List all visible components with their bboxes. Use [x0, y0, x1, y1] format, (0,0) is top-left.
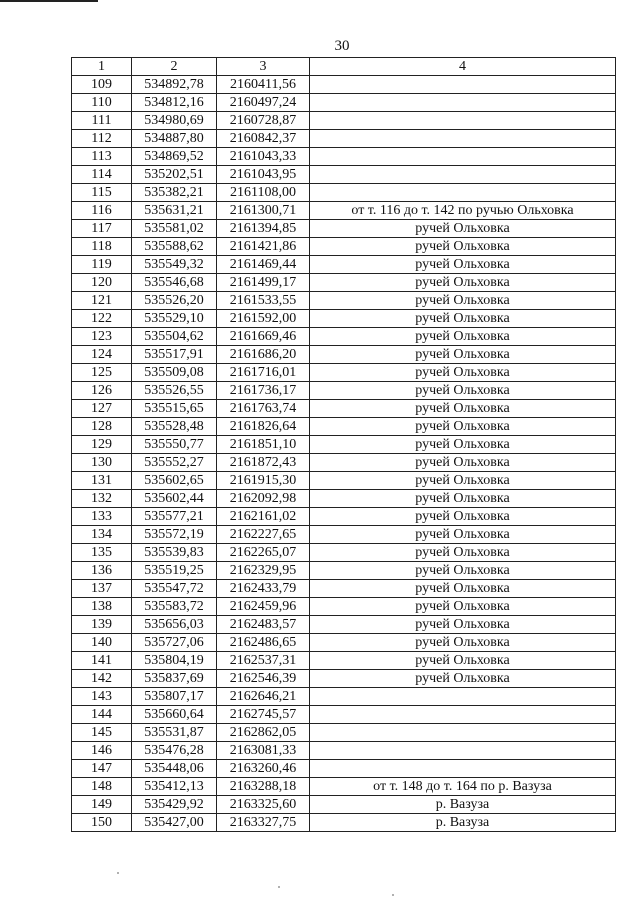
point-number-cell: 130 [72, 454, 132, 472]
table-row [72, 436, 616, 454]
y-coordinate-cell: 2161533,55 [217, 292, 310, 310]
y-coordinate-cell: 2162227,65 [217, 526, 310, 544]
y-coordinate-cell: 2161043,95 [217, 166, 310, 184]
table-row [72, 688, 616, 706]
point-number-cell: 119 [72, 256, 132, 274]
point-number-cell: 139 [72, 616, 132, 634]
point-number-cell: 120 [72, 274, 132, 292]
description-cell [310, 706, 616, 724]
table-row [72, 418, 616, 436]
table-row [72, 274, 616, 292]
point-number-cell: 136 [72, 562, 132, 580]
y-coordinate-cell: 2161394,85 [217, 220, 310, 238]
y-coordinate-cell: 2161108,00 [217, 184, 310, 202]
x-coordinate-cell: 535412,13 [132, 778, 217, 796]
y-coordinate-cell: 2160497,24 [217, 94, 310, 112]
table-row [72, 202, 616, 220]
x-coordinate-cell: 535517,91 [132, 346, 217, 364]
point-number-cell: 147 [72, 760, 132, 778]
point-number-cell: 137 [72, 580, 132, 598]
x-coordinate-cell: 535529,10 [132, 310, 217, 328]
y-coordinate-cell: 2162092,98 [217, 490, 310, 508]
table-row [72, 742, 616, 760]
point-number-cell: 124 [72, 346, 132, 364]
x-coordinate-cell: 535546,68 [132, 274, 217, 292]
x-coordinate-cell: 535526,55 [132, 382, 217, 400]
y-coordinate-cell: 2160411,56 [217, 76, 310, 94]
point-number-cell: 128 [72, 418, 132, 436]
description-cell [310, 130, 616, 148]
column-header-point-number: 1 [72, 58, 132, 76]
point-number-cell: 127 [72, 400, 132, 418]
x-coordinate-cell: 535804,19 [132, 652, 217, 670]
y-coordinate-cell: 2163325,60 [217, 796, 310, 814]
description-cell [310, 742, 616, 760]
x-coordinate-cell: 534892,78 [132, 76, 217, 94]
y-coordinate-cell: 2160728,87 [217, 112, 310, 130]
y-coordinate-cell: 2161736,17 [217, 382, 310, 400]
description-cell: ручей Ольховка [310, 364, 616, 382]
point-number-cell: 150 [72, 814, 132, 832]
description-cell: ручей Ольховка [310, 616, 616, 634]
point-number-cell: 122 [72, 310, 132, 328]
x-coordinate-cell: 535550,77 [132, 436, 217, 454]
point-number-cell: 114 [72, 166, 132, 184]
point-number-cell: 144 [72, 706, 132, 724]
top-margin-line [0, 0, 98, 2]
description-cell [310, 112, 616, 130]
description-cell: ручей Ольховка [310, 508, 616, 526]
x-coordinate-cell: 535515,65 [132, 400, 217, 418]
table-row [72, 616, 616, 634]
x-coordinate-cell: 535531,87 [132, 724, 217, 742]
point-number-cell: 149 [72, 796, 132, 814]
x-coordinate-cell: 535577,21 [132, 508, 217, 526]
description-cell [310, 166, 616, 184]
x-coordinate-cell: 535631,21 [132, 202, 217, 220]
description-cell: ручей Ольховка [310, 526, 616, 544]
y-coordinate-cell: 2160842,37 [217, 130, 310, 148]
y-coordinate-cell: 2163288,18 [217, 778, 310, 796]
column-header-description: 4 [310, 58, 616, 76]
description-cell: р. Вазуза [310, 796, 616, 814]
x-coordinate-cell: 535552,27 [132, 454, 217, 472]
table-row [72, 706, 616, 724]
description-cell: ручей Ольховка [310, 454, 616, 472]
x-coordinate-cell: 535526,20 [132, 292, 217, 310]
description-cell: ручей Ольховка [310, 634, 616, 652]
x-coordinate-cell: 534887,80 [132, 130, 217, 148]
x-coordinate-cell: 535602,65 [132, 472, 217, 490]
description-cell: ручей Ольховка [310, 256, 616, 274]
point-number-cell: 115 [72, 184, 132, 202]
table-row [72, 670, 616, 688]
description-cell [310, 76, 616, 94]
point-number-cell: 138 [72, 598, 132, 616]
y-coordinate-cell: 2162546,39 [217, 670, 310, 688]
y-coordinate-cell: 2161469,44 [217, 256, 310, 274]
description-cell: ручей Ольховка [310, 670, 616, 688]
y-coordinate-cell: 2161592,00 [217, 310, 310, 328]
point-number-cell: 141 [72, 652, 132, 670]
description-cell: ручей Ольховка [310, 400, 616, 418]
description-cell: ручей Ольховка [310, 490, 616, 508]
table-row [72, 130, 616, 148]
table-row [72, 220, 616, 238]
x-coordinate-cell: 535476,28 [132, 742, 217, 760]
y-coordinate-cell: 2161851,10 [217, 436, 310, 454]
y-coordinate-cell: 2161043,33 [217, 148, 310, 166]
description-cell: р. Вазуза [310, 814, 616, 832]
x-coordinate-cell: 534812,16 [132, 94, 217, 112]
coordinates-table [71, 57, 616, 832]
point-number-cell: 118 [72, 238, 132, 256]
y-coordinate-cell: 2161872,43 [217, 454, 310, 472]
point-number-cell: 129 [72, 436, 132, 454]
y-coordinate-cell: 2163260,46 [217, 760, 310, 778]
table-row [72, 508, 616, 526]
table-body [72, 58, 616, 832]
table-row [72, 472, 616, 490]
y-coordinate-cell: 2162265,07 [217, 544, 310, 562]
table-row [72, 292, 616, 310]
table-row [72, 598, 616, 616]
description-cell: ручей Ольховка [310, 598, 616, 616]
y-coordinate-cell: 2162646,21 [217, 688, 310, 706]
description-cell: ручей Ольховка [310, 436, 616, 454]
description-cell: от т. 116 до т. 142 по ручью Ольховка [310, 202, 616, 220]
description-cell: ручей Ольховка [310, 562, 616, 580]
x-coordinate-cell: 535656,03 [132, 616, 217, 634]
y-coordinate-cell: 2161826,64 [217, 418, 310, 436]
x-coordinate-cell: 535382,21 [132, 184, 217, 202]
description-cell: ручей Ольховка [310, 238, 616, 256]
description-cell: ручей Ольховка [310, 220, 616, 238]
x-coordinate-cell: 535509,08 [132, 364, 217, 382]
x-coordinate-cell: 535547,72 [132, 580, 217, 598]
x-coordinate-cell: 534869,52 [132, 148, 217, 166]
table-row [72, 562, 616, 580]
table-row [72, 364, 616, 382]
y-coordinate-cell: 2161763,74 [217, 400, 310, 418]
description-cell: ручей Ольховка [310, 652, 616, 670]
table-row [72, 112, 616, 130]
x-coordinate-cell: 535572,19 [132, 526, 217, 544]
x-coordinate-cell: 535727,06 [132, 634, 217, 652]
point-number-cell: 121 [72, 292, 132, 310]
x-coordinate-cell: 535581,02 [132, 220, 217, 238]
point-number-cell: 112 [72, 130, 132, 148]
x-coordinate-cell: 535807,17 [132, 688, 217, 706]
y-coordinate-cell: 2162161,02 [217, 508, 310, 526]
table-row [72, 346, 616, 364]
table-row [72, 580, 616, 598]
y-coordinate-cell: 2163081,33 [217, 742, 310, 760]
description-cell: ручей Ольховка [310, 472, 616, 490]
description-cell [310, 148, 616, 166]
description-cell: ручей Ольховка [310, 544, 616, 562]
y-coordinate-cell: 2162486,65 [217, 634, 310, 652]
description-cell: ручей Ольховка [310, 418, 616, 436]
y-coordinate-cell: 2162537,31 [217, 652, 310, 670]
table-row [72, 778, 616, 796]
table-row [72, 238, 616, 256]
x-coordinate-cell: 535602,44 [132, 490, 217, 508]
table-row [72, 400, 616, 418]
point-number-cell: 145 [72, 724, 132, 742]
point-number-cell: 146 [72, 742, 132, 760]
description-cell: ручей Ольховка [310, 382, 616, 400]
point-number-cell: 125 [72, 364, 132, 382]
description-cell: ручей Ольховка [310, 292, 616, 310]
column-header-y: 3 [217, 58, 310, 76]
x-coordinate-cell: 535539,83 [132, 544, 217, 562]
point-number-cell: 116 [72, 202, 132, 220]
point-number-cell: 132 [72, 490, 132, 508]
description-cell: ручей Ольховка [310, 310, 616, 328]
description-cell [310, 724, 616, 742]
table-row [72, 94, 616, 112]
point-number-cell: 134 [72, 526, 132, 544]
scan-speck [392, 894, 394, 896]
point-number-cell: 111 [72, 112, 132, 130]
y-coordinate-cell: 2161669,46 [217, 328, 310, 346]
x-coordinate-cell: 535528,48 [132, 418, 217, 436]
description-cell [310, 184, 616, 202]
point-number-cell: 109 [72, 76, 132, 94]
table-row [72, 796, 616, 814]
description-cell [310, 94, 616, 112]
x-coordinate-cell: 535504,62 [132, 328, 217, 346]
table-row [72, 166, 616, 184]
x-coordinate-cell: 535427,00 [132, 814, 217, 832]
y-coordinate-cell: 2162745,57 [217, 706, 310, 724]
y-coordinate-cell: 2162862,05 [217, 724, 310, 742]
table-row [72, 328, 616, 346]
point-number-cell: 110 [72, 94, 132, 112]
description-cell: ручей Ольховка [310, 274, 616, 292]
y-coordinate-cell: 2161915,30 [217, 472, 310, 490]
table-row [72, 76, 616, 94]
point-number-cell: 123 [72, 328, 132, 346]
y-coordinate-cell: 2161716,01 [217, 364, 310, 382]
y-coordinate-cell: 2162483,57 [217, 616, 310, 634]
x-coordinate-cell: 535660,64 [132, 706, 217, 724]
y-coordinate-cell: 2161686,20 [217, 346, 310, 364]
table-row [72, 526, 616, 544]
point-number-cell: 133 [72, 508, 132, 526]
scan-speck [278, 886, 280, 888]
y-coordinate-cell: 2162459,96 [217, 598, 310, 616]
point-number-cell: 143 [72, 688, 132, 706]
description-cell [310, 688, 616, 706]
y-coordinate-cell: 2161421,86 [217, 238, 310, 256]
column-header-x: 2 [132, 58, 217, 76]
description-cell: от т. 148 до т. 164 по р. Вазуза [310, 778, 616, 796]
table-header-row [72, 58, 616, 76]
y-coordinate-cell: 2162433,79 [217, 580, 310, 598]
y-coordinate-cell: 2161499,17 [217, 274, 310, 292]
x-coordinate-cell: 535837,69 [132, 670, 217, 688]
page-number: 30 [334, 38, 350, 54]
table-row [72, 454, 616, 472]
table-row [72, 652, 616, 670]
point-number-cell: 131 [72, 472, 132, 490]
table-row [72, 310, 616, 328]
x-coordinate-cell: 534980,69 [132, 112, 217, 130]
point-number-cell: 148 [72, 778, 132, 796]
x-coordinate-cell: 535588,62 [132, 238, 217, 256]
table-row [72, 814, 616, 832]
point-number-cell: 126 [72, 382, 132, 400]
x-coordinate-cell: 535202,51 [132, 166, 217, 184]
y-coordinate-cell: 2162329,95 [217, 562, 310, 580]
x-coordinate-cell: 535583,72 [132, 598, 217, 616]
table-row [72, 184, 616, 202]
table-row [72, 634, 616, 652]
table-row [72, 148, 616, 166]
scan-speck [117, 872, 119, 874]
table-row [72, 544, 616, 562]
point-number-cell: 142 [72, 670, 132, 688]
point-number-cell: 140 [72, 634, 132, 652]
table-row [72, 760, 616, 778]
table-row [72, 382, 616, 400]
y-coordinate-cell: 2163327,75 [217, 814, 310, 832]
x-coordinate-cell: 535448,06 [132, 760, 217, 778]
x-coordinate-cell: 535519,25 [132, 562, 217, 580]
y-coordinate-cell: 2161300,71 [217, 202, 310, 220]
x-coordinate-cell: 535549,32 [132, 256, 217, 274]
table-row [72, 724, 616, 742]
x-coordinate-cell: 535429,92 [132, 796, 217, 814]
description-cell: ручей Ольховка [310, 328, 616, 346]
table-row [72, 256, 616, 274]
description-cell: ручей Ольховка [310, 580, 616, 598]
description-cell [310, 760, 616, 778]
point-number-cell: 117 [72, 220, 132, 238]
point-number-cell: 113 [72, 148, 132, 166]
table-row [72, 490, 616, 508]
description-cell: ручей Ольховка [310, 346, 616, 364]
point-number-cell: 135 [72, 544, 132, 562]
